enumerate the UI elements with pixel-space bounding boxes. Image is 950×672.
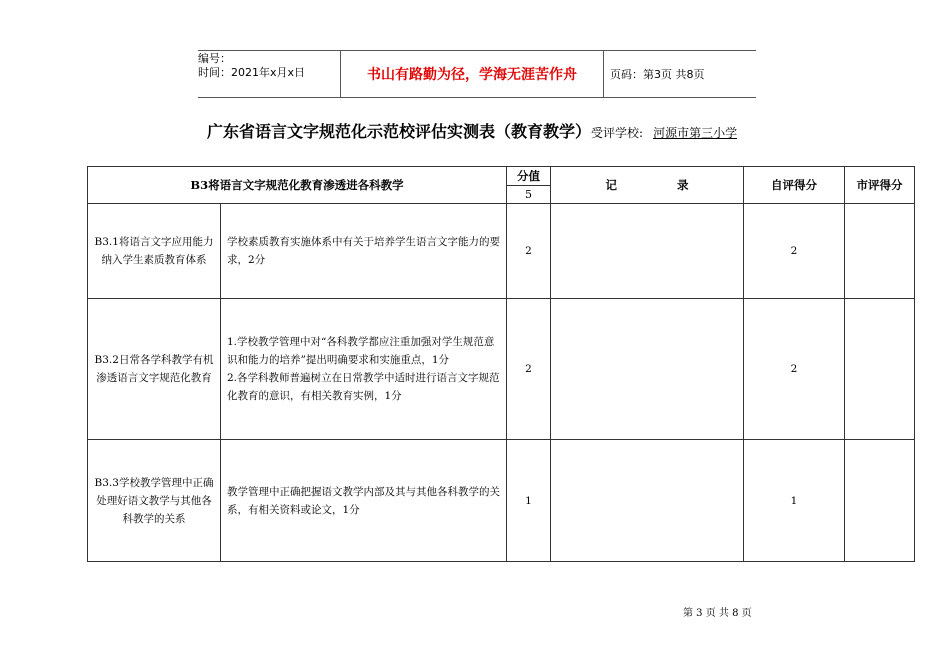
page-header [198,50,756,98]
city-score-b3-3[interactable] [845,440,915,562]
detail-b3-2 [221,299,507,440]
header-page-number: 页码：第3页 共8页 [610,68,705,81]
item-b3-3: B3.3学校教学管理中正确处理好语文教学与其他各科教学的关系 [88,440,221,562]
score-b3-3: 1 [507,440,551,562]
score-b3-2: 2 [507,299,551,440]
header-motto: 书山有路勤为径，学海无涯苦作舟 [340,51,604,97]
document-title: 广东省语言文字规范化示范校评估实测表（教育教学） [207,122,592,141]
item-b3-2: B3.2日常各学科教学有机渗透语言文字规范化教育 [88,299,221,440]
school-name: 河源市第三小学 [653,126,738,140]
evaluation-table [87,166,915,562]
score-label: 分值 [507,167,550,186]
header-meta [198,51,340,98]
record-b3-1[interactable] [551,204,744,299]
table-header-row [88,167,915,204]
city-score-header: 市评得分 [845,167,915,204]
detail-b3-3: 教学管理中正确把握语文教学内部及其与其他各科教学的关系，有相关资料或论文，1分 [221,440,507,562]
detail-b3-1: 学校素质教育实施体系中有关于培养学生语言文字能力的要求，2分 [221,204,507,299]
title-row [207,119,737,142]
record-header [551,167,744,204]
city-score-b3-1[interactable] [845,204,915,299]
detail-b3-2-part-2: 2.各学科教师普遍树立在日常教学中适时进行语言文字规范化教育的意识，有相关教育实例，1分 [227,372,500,402]
record-header-left: 记 [605,178,617,192]
self-score-header: 自评得分 [744,167,845,204]
page-footer: 第 3 页 共 8 页 [683,608,752,619]
document-number-label: 编号： [198,52,231,65]
score-header [507,167,551,204]
table-row [88,204,915,299]
document-date: 时间：2021年x月x日 [198,66,306,79]
category-header: B3将语言文字规范化教育渗透进各科教学 [88,167,507,204]
table-row [88,299,915,440]
self-score-b3-3[interactable]: 1 [744,440,845,562]
score-b3-1: 2 [507,204,551,299]
self-score-b3-2[interactable]: 2 [744,299,845,440]
self-score-b3-1[interactable]: 2 [744,204,845,299]
record-b3-2[interactable] [551,299,744,440]
record-b3-3[interactable] [551,440,744,562]
item-b3-1: B3.1将语言文字应用能力纳入学生素质教育体系 [88,204,221,299]
table-row [88,440,915,562]
score-total: 5 [525,188,532,201]
detail-b3-2-part-1: 1.学校教学管理中对“各科教学都应注重加强对学生规范意识和能力的培养”提出明确要求和实施重点，1分 [227,336,495,366]
school-label: 受评学校: [591,126,644,140]
record-header-right: 录 [677,178,689,192]
city-score-b3-2[interactable] [845,299,915,440]
